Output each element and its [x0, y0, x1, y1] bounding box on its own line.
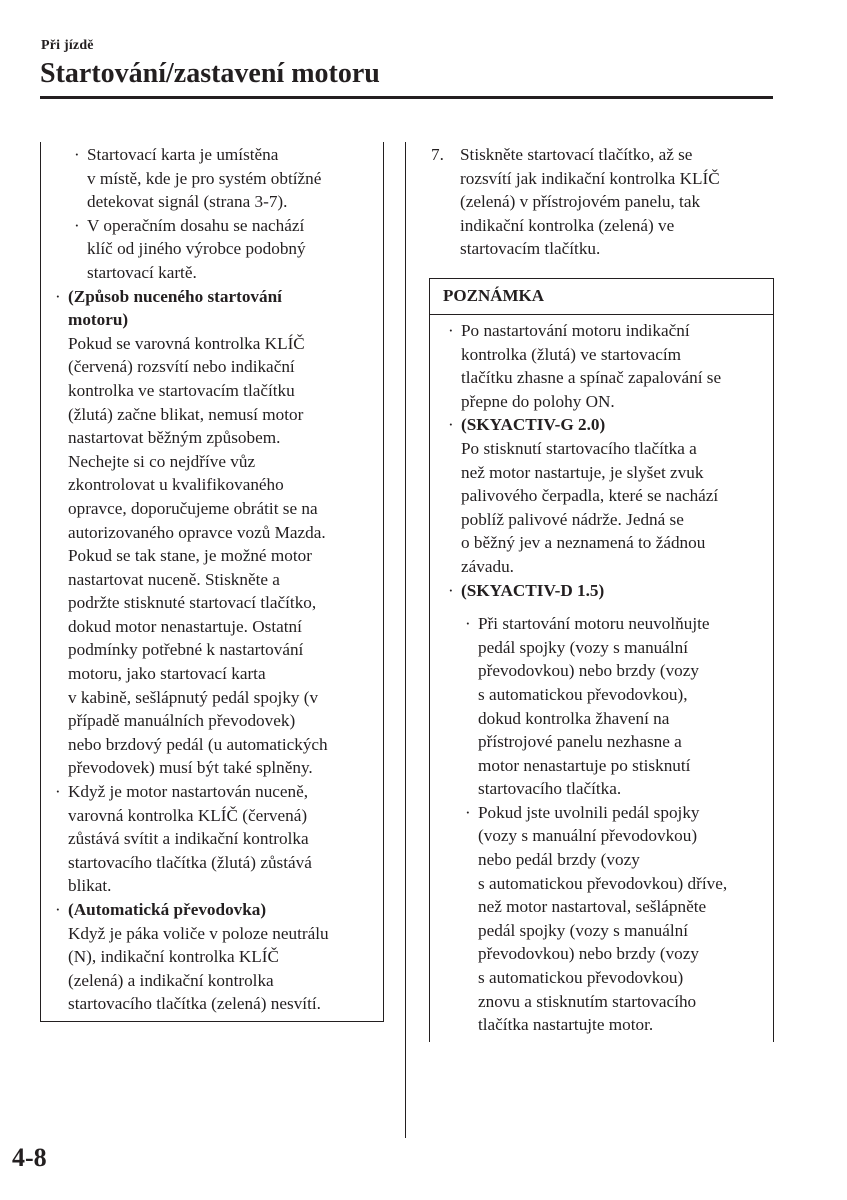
bullet-line: detekovat signál (strana 3-7). — [87, 192, 288, 212]
note-line: tlačítka nastartujte motor. — [478, 1015, 654, 1035]
note-line: kontrolka (žlutá) ve startovacím — [461, 344, 682, 364]
left-bullet-forced-state — [55, 780, 378, 898]
note-line: pedál spojky (vozy s manuální — [478, 637, 689, 657]
section-label: Při jízdě — [41, 38, 94, 53]
step-number: 7. — [431, 145, 444, 164]
note-line: převodovkou) nebo brzdy (vozy — [478, 661, 699, 681]
bullet-line: kontrolka ve startovacím tlačítku — [68, 380, 295, 400]
bullet-line: opravce, doporučujeme obrátit se na — [68, 498, 318, 518]
note-nested-bullets — [461, 612, 773, 1037]
bullet-line: Nechejte si co nejdříve vůz — [68, 451, 256, 471]
bullet-line: Pokud se varovná kontrolka KLÍČ — [68, 333, 305, 353]
bullet-line: varovná kontrolka KLÍČ (červená) — [68, 805, 308, 825]
left-sub-bullet — [74, 214, 378, 285]
bullet-line: Když je motor nastartován nuceně, — [68, 782, 309, 802]
left-sub-bullet — [74, 143, 378, 214]
bullet-line: (žlutá) začne blikat, nemusí motor — [68, 404, 304, 424]
note-line: s automatickou převodovkou) — [478, 968, 684, 988]
note-bullet — [448, 579, 773, 603]
bullet-line: v místě, kde je pro systém obtížné — [87, 168, 322, 188]
bullet-dot-icon: · — [55, 286, 61, 306]
title-rule — [40, 96, 773, 99]
note-line: přepne do polohy ON. — [461, 391, 615, 411]
bullet-line: případě manuálních převodovek) — [68, 711, 296, 731]
note-line: startovacího tlačítka. — [478, 779, 622, 799]
right-column-content — [431, 143, 771, 261]
step-line: Stiskněte startovací tlačítko, až se — [460, 145, 693, 164]
bullet-dot-icon: · — [55, 900, 61, 919]
note-line: závadu. — [461, 556, 514, 576]
bullet-line: blikat. — [68, 876, 112, 896]
note-heading: (SKYACTIV-D 1.5) — [461, 580, 605, 600]
bullet-line: startovací kartě. — [87, 262, 197, 282]
note-line: Po nastartování motoru indikační — [461, 321, 690, 340]
note-line: motor nenastartuje po stisknutí — [478, 755, 691, 775]
bullet-line: podmínky potřebné k nastartování — [68, 640, 304, 660]
page-number: 4-8 — [12, 1143, 47, 1172]
step-line: startovacím tlačítku. — [460, 239, 601, 259]
bullet-dot-icon: · — [465, 614, 471, 634]
note-line: znovu a stisknutím startovacího — [478, 991, 697, 1011]
bullet-line: nebo brzdový pedál (u automatických — [68, 734, 328, 754]
note-line: pedál spojky (vozy s manuální — [478, 920, 689, 940]
note-line: Po stisknutí startovacího tlačítka a — [461, 438, 697, 458]
note-line: poblíž palivové nádrže. Jedná se — [461, 509, 684, 529]
note-line: přístrojové panelu nezhasne a — [478, 732, 682, 752]
note-line: převodovkou) nebo brzdy (vozy — [478, 944, 699, 964]
bullet-line: nastartovat běžným způsobem. — [68, 428, 281, 448]
note-line: s automatickou převodovkou), — [478, 684, 688, 704]
bullet-line: startovacího tlačítka (žlutá) zůstává — [68, 852, 312, 872]
bullet-line: autorizovaného opravce vozů Mazda. — [68, 522, 326, 542]
note-line: než motor nastartoval, sešlápněte — [478, 897, 707, 917]
bullet-dot-icon: · — [55, 782, 61, 802]
bullet-line: (N), indikační kontrolka KLÍČ — [68, 947, 279, 967]
note-content — [448, 319, 773, 1037]
note-line: o běžný jev a neznamená to žádnou — [461, 533, 706, 553]
step-7 — [431, 143, 771, 261]
left-sub-bullets — [68, 143, 378, 285]
left-column-content — [55, 143, 378, 1016]
bullet-heading: (Automatická převodovka) — [68, 900, 267, 919]
bullet-line: v kabině, sešlápnutý pedál spojky (v — [68, 687, 319, 707]
note-line: palivového čerpadla, které se nachází — [461, 486, 719, 506]
bullet-line: převodovek) musí být také splněny. — [68, 758, 313, 778]
page-title: Startování/zastavení motoru — [40, 58, 380, 89]
bullet-line: Startovací karta je umístěna — [87, 145, 279, 164]
bullet-heading: (Způsob nuceného startování — [68, 286, 282, 306]
note-nested-bullet — [465, 612, 773, 801]
bullet-dot-icon: · — [465, 802, 471, 822]
bullet-dot-icon: · — [74, 215, 80, 235]
bullet-line: zkontrolovat u kvalifikovaného — [68, 475, 284, 495]
bullet-heading: motoru) — [68, 310, 129, 330]
step-line: indikační kontrolka (zelená) ve — [460, 215, 675, 235]
note-line: nebo pedál brzdy (vozy — [478, 850, 640, 870]
bullet-line: nastartovat nuceně. Stiskněte a — [68, 569, 280, 589]
bullet-line: V operačním dosahu se nachází — [87, 215, 305, 235]
note-line: Při startování motoru neuvolňujte — [478, 614, 710, 634]
left-bullet-forced-start — [55, 285, 378, 780]
bullet-line: zůstává svítit a indikační kontrolka — [68, 829, 309, 849]
note-title: POZNÁMKA — [430, 279, 773, 315]
bullet-line: (zelená) a indikační kontrolka — [68, 970, 274, 990]
bullet-line: motoru, jako startovací karta — [68, 664, 266, 684]
note-bullet — [448, 319, 773, 413]
note-line: Pokud jste uvolnili pedál spojky — [478, 802, 700, 822]
bullet-line: klíč od jiného výrobce podobný — [87, 239, 306, 259]
bullet-dot-icon: · — [448, 321, 454, 340]
note-nested-bullet — [465, 801, 773, 1037]
bullet-line: Pokud se tak stane, je možné motor — [68, 546, 312, 566]
bullet-line: podržte stisknuté startovací tlačítko, — [68, 593, 317, 613]
step-line: rozsvítí jak indikační kontrolka KLÍČ — [460, 168, 720, 188]
bullet-dot-icon: · — [448, 580, 454, 600]
column-divider — [405, 142, 406, 1138]
note-line: s automatickou převodovkou) dříve, — [478, 873, 728, 893]
note-line: (vozy s manuální převodovkou) — [478, 826, 698, 846]
bullet-line: dokud motor nenastartuje. Ostatní — [68, 616, 302, 636]
bullet-dot-icon: · — [448, 415, 454, 435]
step-line: (zelená) v přístrojovém panelu, tak — [460, 192, 701, 212]
note-line: tlačítku zhasne a spínač zapalování se — [461, 368, 722, 388]
bullet-line: startovacího tlačítka (zelená) nesvítí. — [68, 994, 321, 1014]
note-bullet — [448, 413, 773, 578]
note-heading: (SKYACTIV-G 2.0) — [461, 415, 606, 435]
note-line: dokud kontrolka žhavení na — [478, 708, 670, 728]
bullet-line: (červená) rozsvítí nebo indikační — [68, 357, 295, 377]
bullet-dot-icon: · — [74, 145, 80, 164]
bullet-line: Když je páka voliče v poloze neutrálu — [68, 923, 329, 943]
left-bullet-automatic — [55, 898, 378, 1016]
note-line: než motor nastartuje, je slyšet zvuk — [461, 462, 704, 482]
